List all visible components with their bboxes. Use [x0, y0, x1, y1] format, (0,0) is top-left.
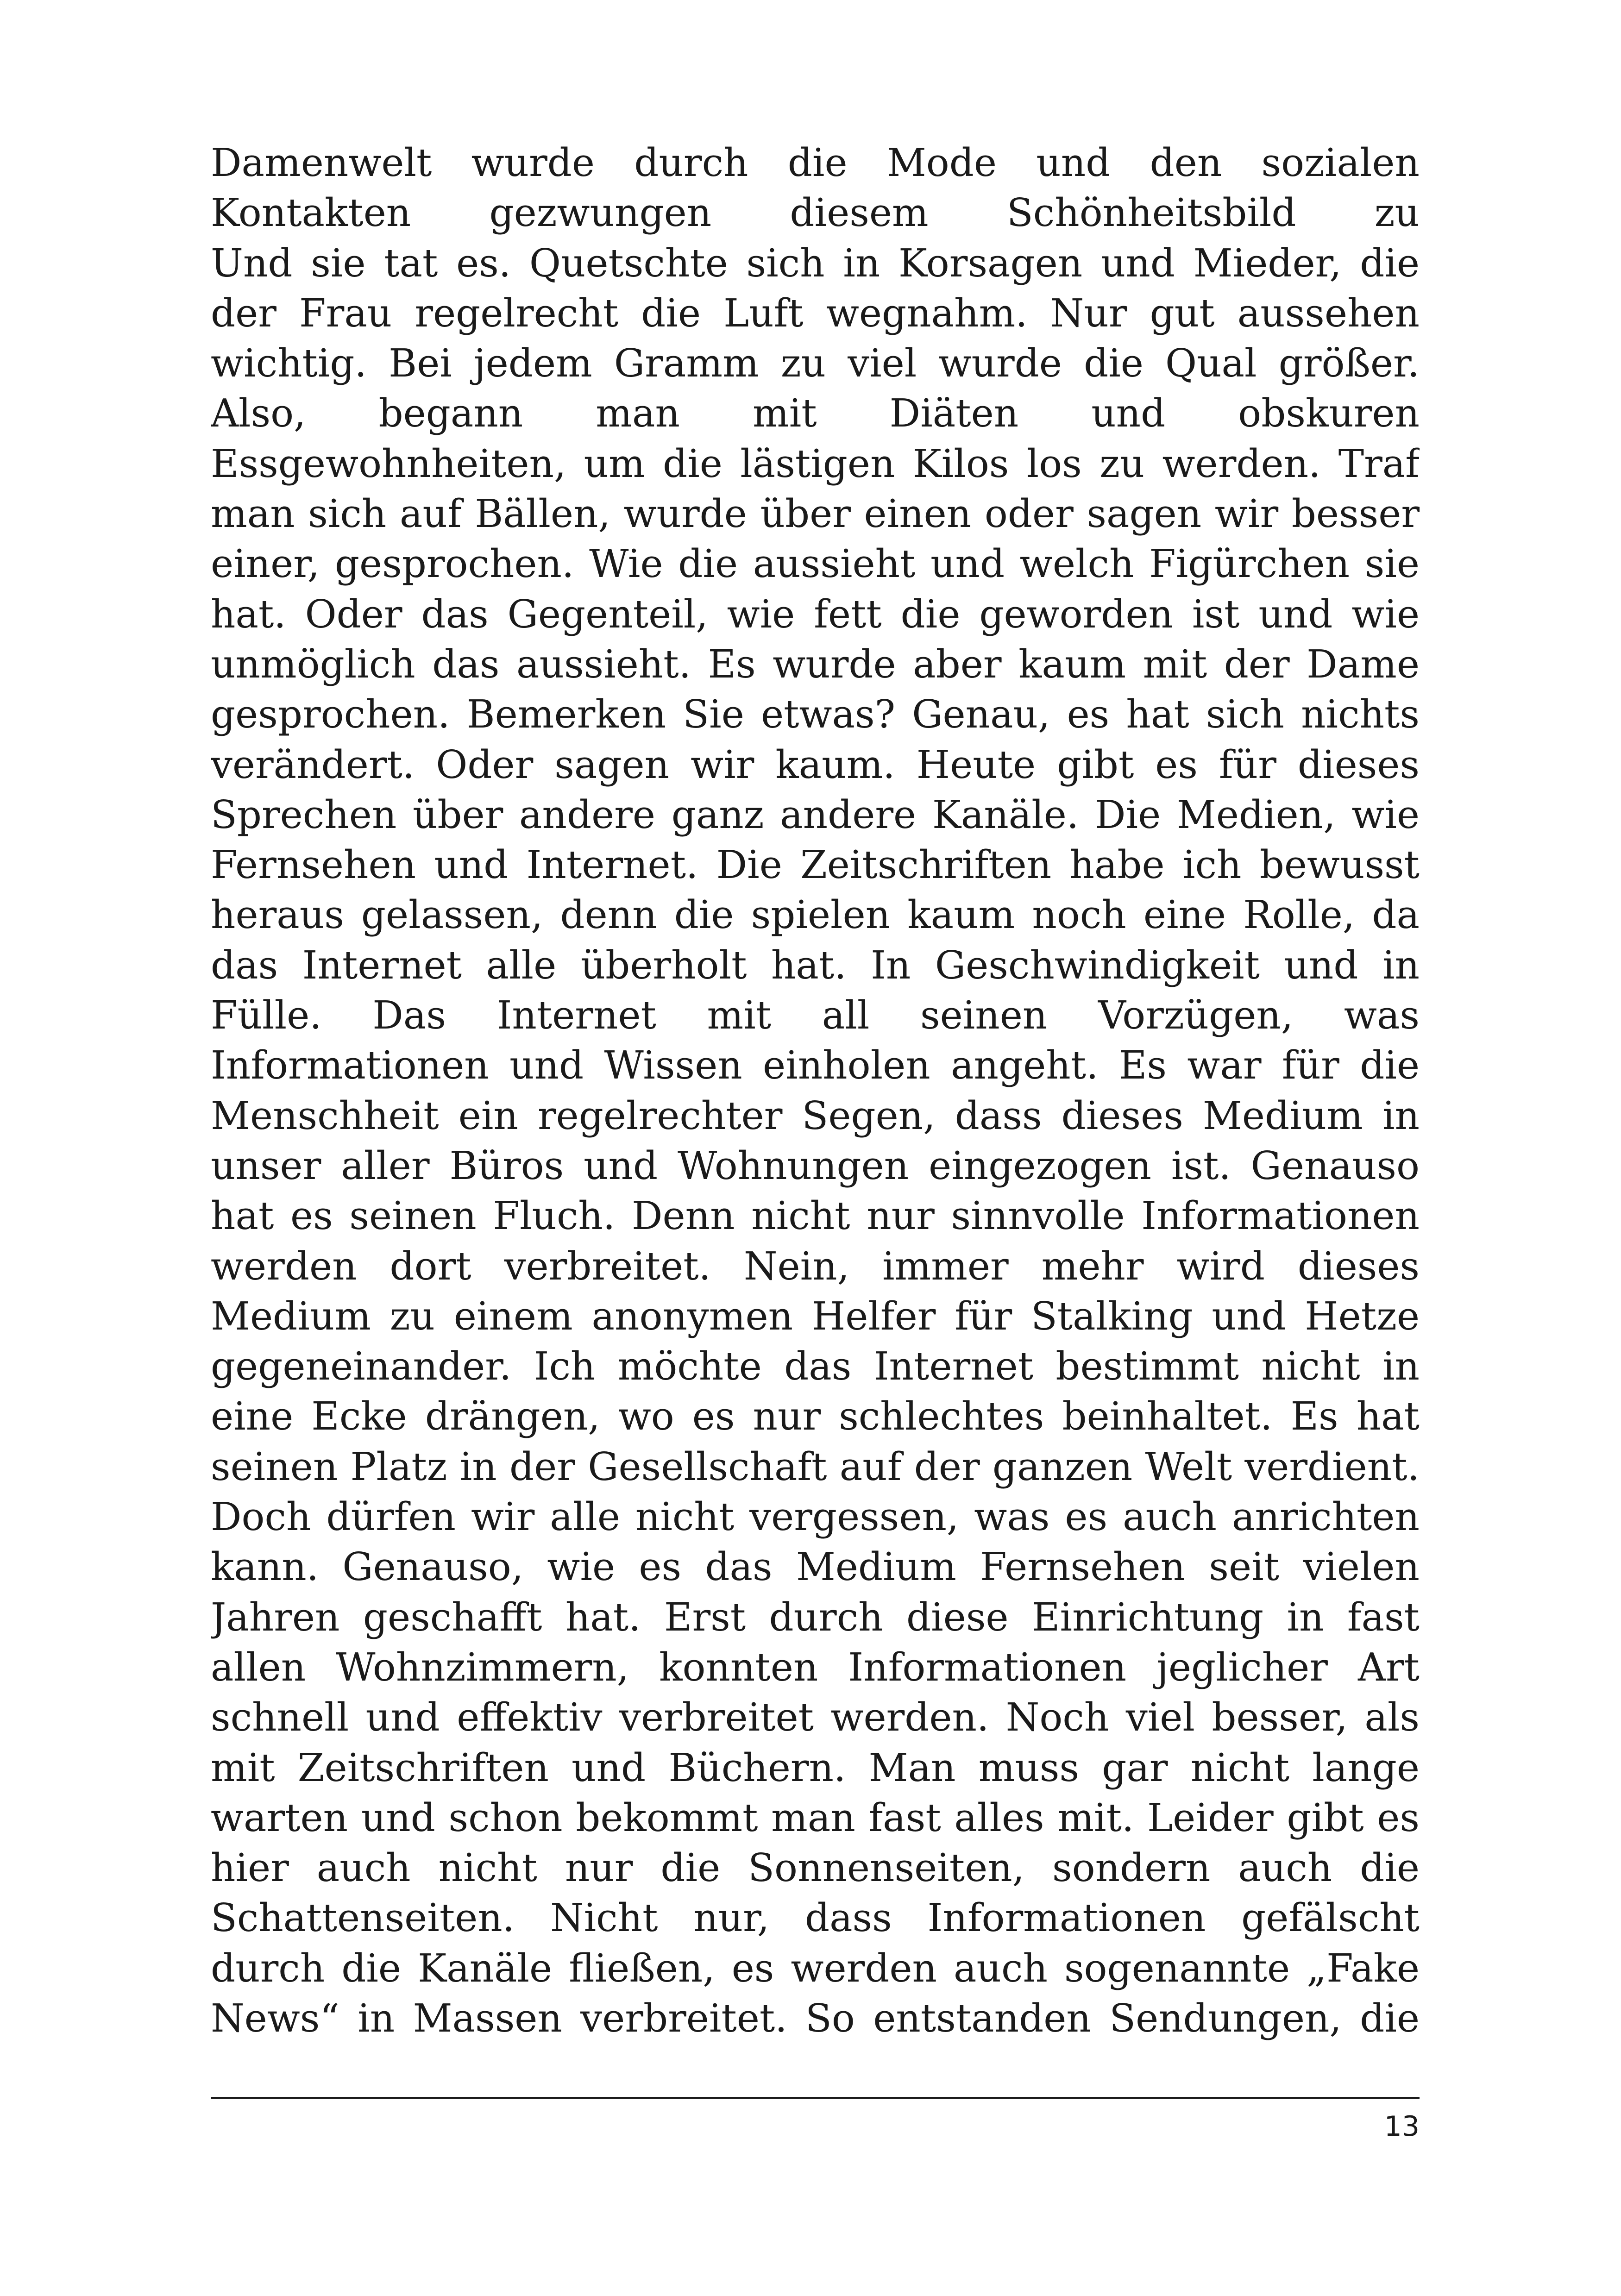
- text-line: durch die Kanäle fließen, es werden auch sogenannte „Fake: [211, 1945, 1420, 1991]
- text-line: unmöglich das aussieht. Es wurde aber kaum mit der Dame: [211, 641, 1420, 687]
- text-line: Informationen und Wissen einholen angeht. Es war für die: [211, 1043, 1420, 1088]
- text-line: Doch dürfen wir alle nicht vergessen, was es auch anrichten: [211, 1494, 1420, 1540]
- body-text: [211, 138, 1420, 2044]
- text-line: man sich auf Bällen, wurde über einen oder sagen wir besser: [211, 491, 1420, 537]
- text-line: Damenwelt wurde durch die Mode und den sozialen: [211, 140, 1420, 185]
- text-line: einer, gesprochen. Wie die aussieht und welch Figürchen sie: [211, 541, 1420, 587]
- text-line: eine Ecke drängen, wo es nur schlechtes beinhaltet. Es hat: [211, 1394, 1420, 1439]
- text-line: Jahren geschafft hat. Erst durch diese Einrichtung in fast: [211, 1594, 1420, 1640]
- text-line: hat es seinen Fluch. Denn nicht nur sinnvolle Informationen: [211, 1193, 1420, 1239]
- text-line: News“ in Massen verbreitet. So entstanden Sendungen, die: [211, 1995, 1420, 2041]
- text-line: Fülle. Das Internet mit all seinen Vorzügen, was: [211, 993, 1420, 1038]
- text-line: gegeneinander. Ich möchte das Internet bestimmt nicht in: [211, 1344, 1420, 1389]
- text-line: Menschheit ein regelrechter Segen, dass dieses Medium in: [211, 1093, 1420, 1138]
- text-line: unser aller Büros und Wohnungen eingezogen ist. Genauso: [211, 1143, 1420, 1188]
- text-line: Kontakten gezwungen diesem Schönheitsbild zu: [211, 190, 1420, 236]
- text-line: kann. Genauso, wie es das Medium Fernsehen seit vielen: [211, 1544, 1420, 1590]
- text-line: hier auch nicht nur die Sonnenseiten, sondern auch die: [211, 1845, 1420, 1891]
- text-line: verändert. Oder sagen wir kaum. Heute gibt es für dieses: [211, 742, 1420, 787]
- text-line: schnell und effektiv verbreitet werden. Noch viel besser, als: [211, 1695, 1420, 1740]
- text-line: warten und schon bekommt man fast alles mit. Leider gibt es: [211, 1795, 1420, 1840]
- text-line: Essgewohnheiten, um die lästigen Kilos los zu werden. Traf: [211, 441, 1420, 486]
- text-line: das Internet alle überholt hat. In Geschwindigkeit und in: [211, 942, 1420, 988]
- footer-divider: [211, 2097, 1420, 2099]
- text-line: werden dort verbreitet. Nein, immer mehr wird dieses: [211, 1243, 1420, 1289]
- text-line: allen Wohnzimmern, konnten Informationen jeglicher Art: [211, 1644, 1420, 1690]
- text-line: seinen Platz in der Gesellschaft auf der ganzen Welt verdient.: [211, 1444, 1420, 1489]
- text-line: Medium zu einem anonymen Helfer für Stalking und Hetze: [211, 1293, 1420, 1339]
- text-line: hat. Oder das Gegenteil, wie fett die geworden ist und wie: [211, 591, 1420, 637]
- text-line: mit Zeitschriften und Büchern. Man muss gar nicht lange: [211, 1745, 1420, 1790]
- text-line: Schattenseiten. Nicht nur, dass Informationen gefälscht: [211, 1895, 1420, 1941]
- text-line: Fernsehen und Internet. Die Zeitschriften habe ich bewusst: [211, 842, 1420, 888]
- text-line: wichtig. Bei jedem Gramm zu viel wurde die Qual größer.: [211, 341, 1420, 386]
- text-line: Also, begann man mit Diäten und obskuren: [211, 391, 1420, 436]
- page-number: 13: [1384, 2110, 1420, 2143]
- text-line: Und sie tat es. Quetschte sich in Korsagen und Mieder, die: [211, 240, 1420, 286]
- text-line: der Frau regelrecht die Luft wegnahm. Nur gut aussehen: [211, 290, 1420, 336]
- text-line: Sprechen über andere ganz andere Kanäle. Die Medien, wie: [211, 792, 1420, 837]
- text-line: gesprochen. Bemerken Sie etwas? Genau, es hat sich nichts: [211, 692, 1420, 737]
- text-line: heraus gelassen, denn die spielen kaum noch eine Rolle, da: [211, 892, 1420, 938]
